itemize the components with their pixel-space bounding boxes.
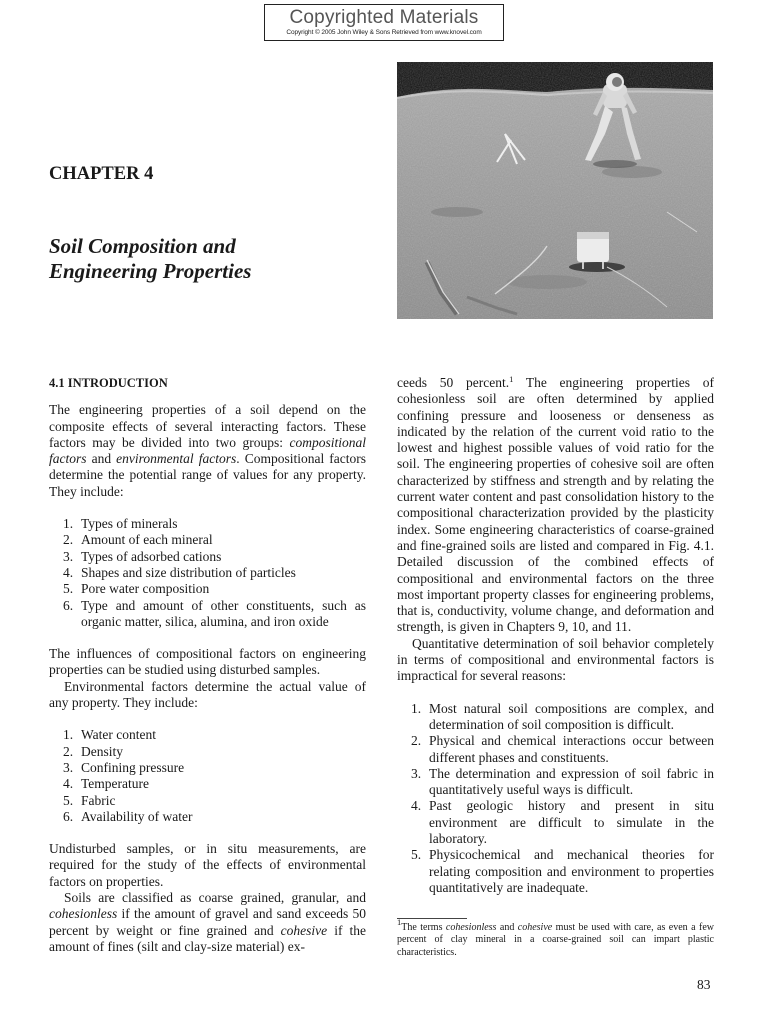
list-item: 6. Type and amount of other constituents, such as organic matter, silica, alumina, and iron oxide	[63, 597, 366, 629]
chapter-title	[49, 234, 379, 284]
chapter-label: CHAPTER 4	[49, 164, 154, 184]
footnote-divider	[397, 918, 467, 919]
left-column	[49, 375, 366, 955]
list-item: 5. Pore water composition	[63, 581, 210, 597]
reasons-list	[397, 701, 714, 897]
list-item: 2. Physical and chemical interactions occur between different phases and constituents.	[411, 733, 714, 765]
lunar-surface-photo	[397, 62, 713, 319]
list-item: 6. Availability of water	[63, 808, 193, 824]
list-item: 1. Water content	[63, 727, 157, 743]
intro-paragraph: The engineering properties of a soil depend on the composite effects of several interacting factors. These factors may be divided into two groups: compositional factors and environmental factors. Compositional factors determine the potential range of values for any property. They include:	[49, 402, 366, 499]
compositional-factors-list	[49, 516, 366, 630]
environmental-factors-list	[49, 727, 366, 825]
list-item: 4. Shapes and size distribution of particles	[63, 564, 296, 580]
paragraph: The influences of compositional factors on engineering properties can be studied using disturbed samples.	[49, 646, 366, 678]
list-item: 1. Types of minerals	[63, 516, 178, 532]
list-item: 4. Past geologic history and present in situ environment are difficult to simulate in the laboratory.	[411, 798, 714, 847]
list-item: 3. Confining pressure	[63, 759, 185, 775]
paragraph: Soils are classified as coarse grained, granular, and cohesionless if the amount of gravel and sand exceeds 50 percent by weight or fine grained and cohesive if the amount of fines (silt and clay-size material) ex-	[49, 890, 366, 954]
list-item: 3. Types of adsorbed cations	[63, 548, 222, 564]
paragraph: Quantitative determination of soil behavior completely in terms of compositional and environmental factors is impractical for several reasons:	[397, 635, 714, 684]
paragraph: Undisturbed samples, or in situ measurements, are required for the study of the effects of environmental factors on properties.	[49, 841, 366, 889]
paragraph: ceeds 50 percent.$^1$ The engineering properties of cohesionless soil are often determined by applied confining pressure and looseness or denseness as indicated by the relation of the current void ratio to the lowest and highest possible values of void ratio for the soil. The engineering properties of cohesive soil are often characterized by stiffness and strength and by relating the current water content and past consolidation history to the compositional characterization provided by the plasticity index. Some engineering characteristics of coarse-grained and fine-grained soils are listed and compared in Fig. 4.1. Detailed discussion of the combined effects of compositional and environmental factors on the three most important property classes for engineering problems, that is, conductivity, volume change, and deformation and strength, is given in Chapters 9, 10, and 11.	[397, 374, 715, 635]
list-item: 2. Density	[63, 743, 123, 759]
right-column	[397, 375, 714, 896]
list-item: 4. Temperature	[63, 776, 150, 792]
page-number: 83	[697, 977, 711, 992]
list-item: 5. Fabric	[63, 792, 116, 808]
paragraph: Environmental factors determine the actual value of any property. They include:	[49, 678, 366, 711]
footnote: $^1$The terms cohesionless and cohesive must be used with care, as even a few percent of clay mineral in a coarse-grained soil can impart plastic characteristics.	[397, 917, 714, 958]
watermark-title: Copyrighted Materials	[289, 7, 479, 28]
list-item: 3. The determination and expression of soil fabric in quantitatively useful ways is difficult.	[411, 765, 714, 798]
copyright-watermark	[264, 4, 504, 41]
list-item: 2. Amount of each mineral	[63, 532, 213, 548]
footnote-ref: 1	[509, 374, 514, 384]
list-item: 5. Physicochemical and mechanical theories for relating composition and environment to properties quantitatively are inadequate.	[411, 847, 714, 895]
watermark-subtitle: Copyright © 2005 John Wiley & Sons Retrieved from www.knovel.com	[286, 29, 482, 36]
section-heading: 4.1 INTRODUCTION	[49, 376, 168, 390]
chapter-title-line-2: Engineering Properties	[49, 259, 252, 283]
list-item: 1. Most natural soil compositions are complex, and determination of soil composition is difficult.	[411, 700, 714, 732]
chapter-title-line-1: Soil Composition and	[49, 234, 236, 258]
